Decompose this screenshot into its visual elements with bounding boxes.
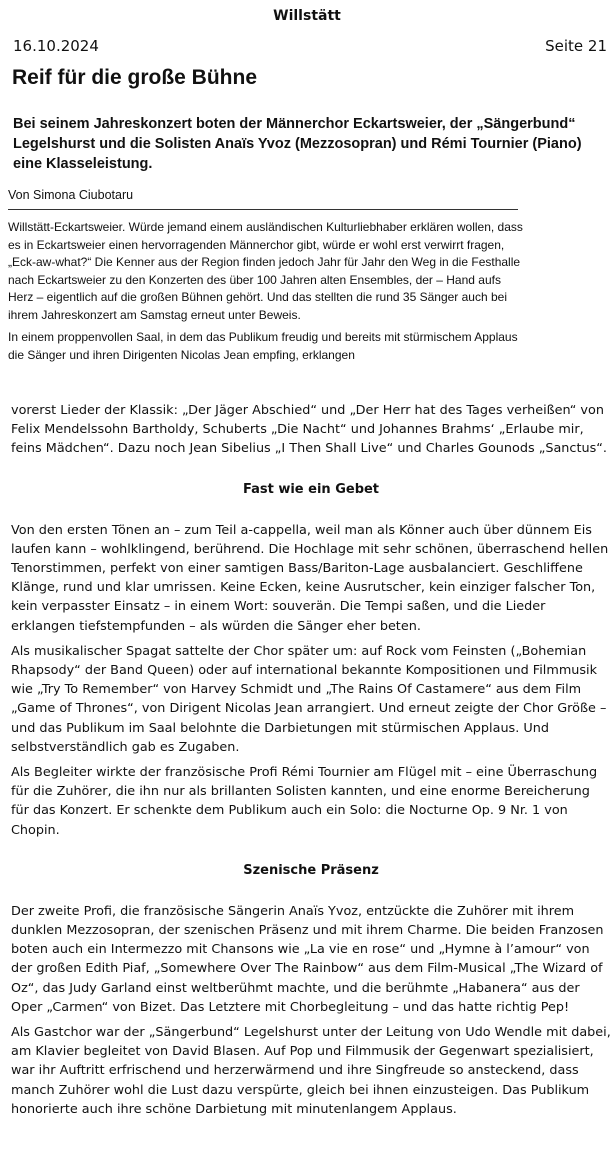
byline: Von Simona Ciubotaru bbox=[8, 188, 134, 202]
intro-paragraph: Willstätt-Eckartsweier. Würde jemand einem ausländischen Kulturliebhaber erklären wollen, dass es in Eckartsweier einen hervorragenden Männerchor gibt, würde er wohl erst verwirrt fragen, „Eck-aw-what?“ Die Kenner aus der Region finden jedoch Jahr für Jahr den Weg in die Festhalle nach Eckartsweier zu den Konzerten des über 100 Jahren alten Ensembles, der – Hand aufs Herz – eigentlich auf die großen Bühnen gehört. Und das stellten die rund 35 Sänger auch bei ihrem Jahreskonzert am Samstag erneut unter Beweis. bbox=[8, 220, 523, 322]
subheading-fast-wie-ein-gebet: Fast wie ein Gebet bbox=[242, 481, 380, 497]
body-paragraph: Als Gastchor war der „Sängerbund“ Legelshurst unter der Leitung von Udo Wendle mit dabei, am Klavier begleitet von David Blasen. Auf Pop und Filmmusik der Gegenwart spezialisiert, war ihr Auftritt erfrischend und herzerwärmend und ihre Singfreude so ansteckend, dass manch Zuhörer wohl die Lust dazu verspürte, gleich bei ihnen einzusteigen. Das Publikum honorierte auch ihre schöne Darbietung mit minutenlangem Applaus. bbox=[11, 1025, 611, 1117]
body-paragraph: Von den ersten Tönen an – zum Teil a-cappella, weil man als Könner auch über dünnem Eis laufen kann – wohlklingend, berührend. Die Hochlage mit sehr schönen, überraschend hellen Tenorstimmen, perfekt von einer samtigen Bass/Bariton-Lage ausbalanciert. Geschliffene Klänge, rund und klar umrissen. Keine Ecken, keine Ausrutscher, kein einziger falscher Ton, kein verpasster Einsatz – in einem Wort: souverän. Die Tempi saßen, und die Lieder erklangen tiefstempfunden – als würden die Sänger eher beten. bbox=[11, 522, 609, 634]
body-paragraph: Der zweite Profi, die französische Sängerin Anaïs Yvoz, entzückte die Zuhörer mit ihrem dunklen Mezzosopran, der szenischen Präsenz und mit ihrem Charme. Die beiden Franzosen boten auch ein Intermezzo mit Chansons wie „La vie en rose“ und „Hymne à l’amour“ von der großen Edith Piaf, „Somewhere Over The Rainbow“ aus dem Film-Musical „The Wizard of Oz“, das Judy Garland einst weltberühmt machte, und die berühmte „Habanera“ aus der Oper „Carmen“ von Bizet. Das Letztere mit Chorbegleitung – und das hatte richtig Pep! bbox=[11, 903, 604, 1015]
publication-date: 16.10.2024 bbox=[13, 37, 99, 55]
section-name: Willstätt bbox=[273, 8, 341, 24]
intro-column bbox=[8, 219, 523, 369]
byline-divider bbox=[8, 209, 518, 210]
body-paragraph: Als musikalischer Spagat sattelte der Chor später um: auf Rock vom Feinsten („Bohemian Rhapsody“ der Band Queen) oder auf international bekannte Kompositionen und Filmmusik wie „Try To Remember“ von Harvey Schmidt und „The Rains Of Castamere“ aus dem Film „Game of Thrones“, von Dirigent Nicolas Jean arrangiert. Und erneut zeigte der Chor Größe – und das Publikum im Saal belohnte die Darbietungen mit stürmischen Applaus. Und selbstverständlich gab es Zugaben. bbox=[11, 643, 607, 755]
page-number: Seite 21 bbox=[545, 37, 607, 55]
body-paragraph: vorerst Lieder der Klassik: „Der Jäger Abschied“ und „Der Herr hat des Tages verheißen“ von Felix Mendelssohn Bartholdy, Schuberts „Die Nacht“ und Johannes Brahms‘ „Erlaube mir, feins Mädchen“. Dazu noch Jean Sibelius „I Then Shall Live“ und Charles Gounods „Sanctus“. bbox=[11, 403, 607, 457]
article-body bbox=[11, 401, 611, 1125]
subheading-szenische-praesenz: Szenische Präsenz bbox=[243, 862, 379, 878]
intro-paragraph: In einem proppenvollen Saal, in dem das Publikum freudig und bereits mit stürmischem Applaus die Sänger und ihren Dirigenten Nicolas Jean empfing, erklangen bbox=[8, 330, 518, 362]
article-headline: Reif für die große Bühne bbox=[12, 66, 258, 89]
article-lead: Bei seinem Jahreskonzert boten der Männerchor Eckartsweier, der „Sängerbund“ Legelshurst und die Solisten Anaïs Yvoz (Mezzosopran) und Rémi Tournier (Piano) eine Klasseleistung. bbox=[13, 116, 582, 172]
body-paragraph: Als Begleiter wirkte der französische Profi Rémi Tournier am Flügel mit – eine Überraschung für die Zuhörer, die ihn nur als brillanten Solisten kannten, und eine enorme Bereicherung für das Konzert. Er schenkte dem Publikum auch ein Solo: die Nocturne Op. 9 Nr. 1 von Chopin. bbox=[11, 765, 598, 838]
